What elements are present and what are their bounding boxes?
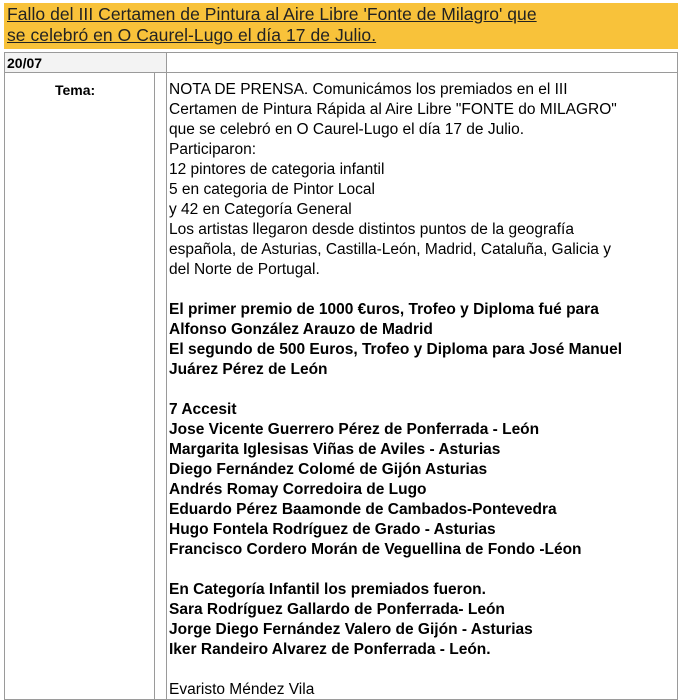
infantil-block [169,580,681,660]
list-item: Margarita Iglesisas Viñas de Aviles - Asturias [169,441,501,458]
list-item: Sara Rodríguez Gallardo de Ponferrada- León [169,601,505,618]
text-line: que se celebró en O Caurel-Lugo el día 17 de Julio. [169,121,525,138]
list-item: Francisco Cordero Morán de Veguellina de Fondo -Léon [169,541,582,558]
accesit-block [169,400,681,560]
text-line: 12 pintores de categoria infantil [169,161,385,178]
list-item: Iker Randeiro Alvarez de Ponferrada - León. [169,641,491,658]
text-line: 5 en categoria de Pintor Local [169,181,375,198]
list-item: Jorge Diego Fernández Valero de Gijón - Asturias [169,621,533,638]
list-item: Diego Fernández Colomé de Gijón Asturias [169,461,488,478]
intro-block [169,80,681,280]
list-item: Jose Vicente Guerrero Pérez de Ponferrada - León [169,421,540,438]
signature: Evaristo Méndez Vila [169,681,315,698]
text-line: Los artistas llegaron desde distintos puntos de la geografía [169,221,574,238]
date-content-cell [167,53,677,73]
topic-label: Tema: [55,82,96,98]
prizes-block [169,300,681,380]
text-line: española, de Asturias, Castilla-León, Madrid, Cataluña, Galicia y [169,241,611,258]
text-line: El segundo de 500 Euros, Trofeo y Diploma para José Manuel [169,341,623,358]
press-release-body [169,80,681,700]
text-line: NOTA DE PRENSA. Comunicámos los premiados en el III [169,81,568,98]
text-line: Participaron: [169,141,257,158]
article-title[interactable] [7,4,678,46]
spacer [169,280,681,300]
text-line: del Norte de Portugal. [169,261,320,278]
title-banner [4,3,678,49]
title-line-1: Fallo del III Certamen de Pintura al Aire Libre 'Fonte de Milagro' que [7,4,537,24]
column-divider [154,52,155,700]
article-date: 20/07 [7,55,43,71]
accesit-heading: 7 Accesit [169,401,237,418]
list-item: Eduardo Pérez Baamonde de Cambados-Pontevedra [169,501,557,518]
text-line: Alfonso González Arauzo de Madrid [169,321,433,338]
infantil-heading: En Categoría Infantil los premiados fueron. [169,581,486,598]
text-line: Juárez Pérez de León [169,361,328,378]
list-item: Andrés Romay Corredoira de Lugo [169,481,427,498]
text-line: y 42 en Categoría General [169,201,352,218]
text-line: El primer premio de 1000 €uros, Trofeo y Diploma fué para [169,301,599,318]
title-line-2: se celebró en O Caurel-Lugo el día 17 de Julio. [7,25,377,45]
spacer [169,660,681,680]
spacer [169,380,681,400]
column-divider [166,52,167,700]
list-item: Hugo Fontela Rodríguez de Grado - Asturias [169,521,496,538]
spacer [169,560,681,580]
text-line: Certamen de Pintura Rápida al Aire Libre "FONTE do MILAGRO" [169,101,617,118]
date-spacer-cell [154,53,166,73]
